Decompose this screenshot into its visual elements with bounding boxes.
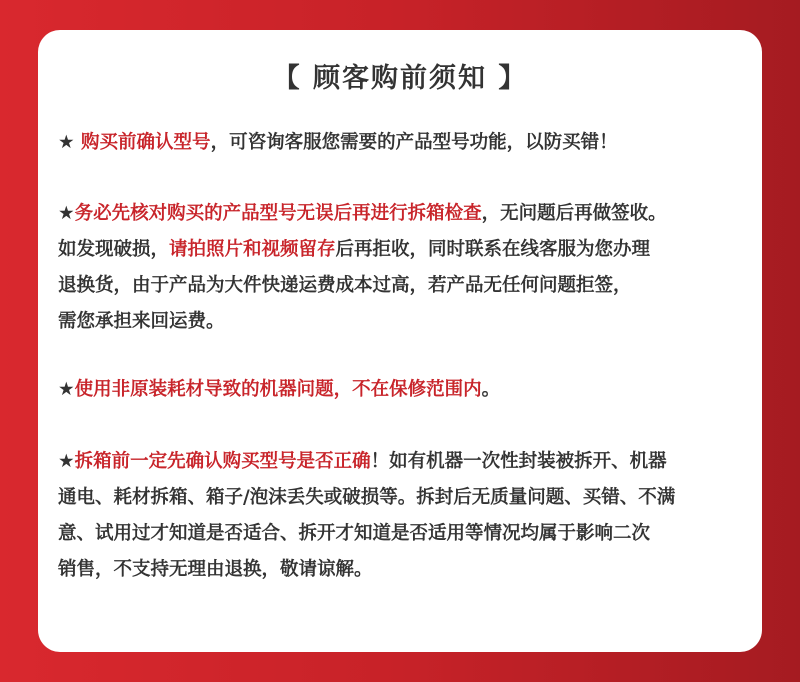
- star-icon: ★: [58, 451, 75, 472]
- notice-2-highlight-2: 请拍照片和视频留存: [169, 239, 336, 260]
- notice-2-line-2: [58, 238, 650, 262]
- notice-3: [58, 378, 500, 402]
- notice-2-line-4: 需您承担来回运费。: [58, 311, 225, 332]
- notice-4-line-3: 意、试用过才知道是否适合、拆开才知道是否适用等情况均属于影响二次: [58, 523, 651, 544]
- notice-4-line-1: [58, 450, 667, 474]
- notice-3-highlight: 使用非原装耗材导致的机器问题，不在保修范围内: [74, 379, 482, 400]
- notice-1-highlight: 购买前确认型号: [81, 132, 211, 153]
- notice-2-text: 如发现破损，: [58, 239, 170, 260]
- star-icon: ★: [58, 132, 75, 153]
- notice-1: [58, 131, 618, 155]
- star-icon: ★: [58, 379, 75, 400]
- notice-4-line-4: 销售，不支持无理由退换，敬请谅解。: [58, 559, 373, 580]
- notice-4-line-2: 通电、耗材拆箱、箱子/泡沫丢失或破损等。拆封后无质量问题、买错、不满: [58, 487, 676, 508]
- notice-3-text: 。: [481, 379, 501, 400]
- notice-2-text: 后再拒收，同时联系在线客服为您办理: [335, 239, 651, 260]
- notice-2-line-1: [58, 202, 667, 226]
- notice-2-line-3: 退换货，由于产品为大件快递运费成本过高，若产品无任何问题拒签，: [58, 275, 632, 296]
- notice-4-highlight: 拆箱前一定先确认购买型号是否正确: [74, 451, 371, 472]
- notice-2-text: ，无问题后再做签收。: [481, 203, 667, 224]
- page-title: 【 顾客购前须知 】: [272, 63, 528, 94]
- star-icon: ★: [58, 203, 75, 224]
- notice-1-text: ，可咨询客服您需要的产品型号功能，以防买错！: [210, 132, 618, 153]
- notice-4-text: ！如有机器一次性封装被拆开、机器: [370, 451, 667, 472]
- notice-2-highlight: 务必先核对购买的产品型号无误后再进行拆箱检查: [74, 203, 482, 224]
